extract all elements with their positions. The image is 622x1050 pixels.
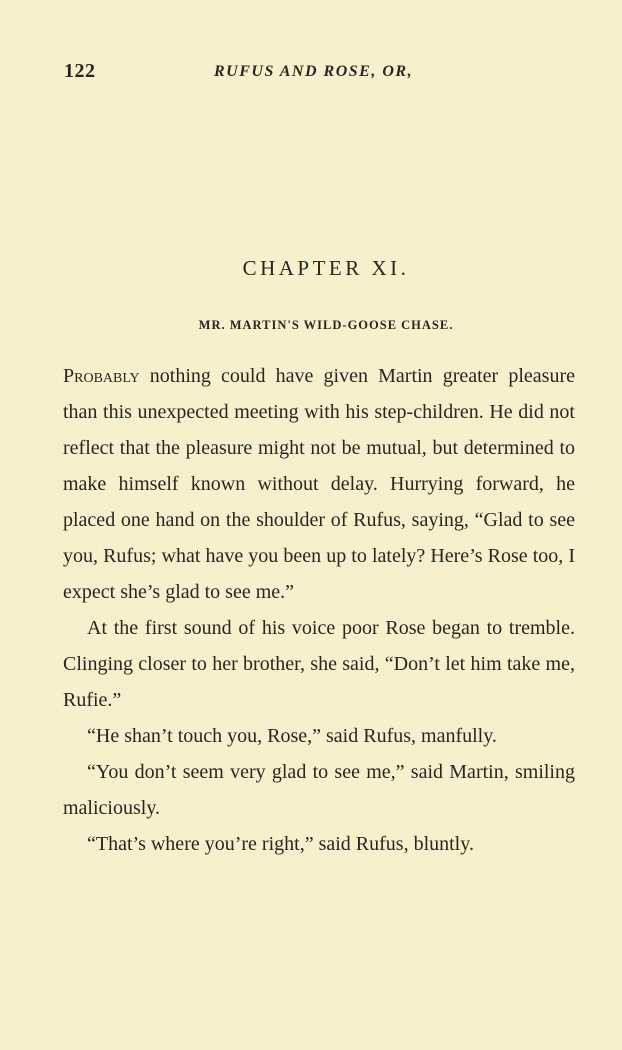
chapter-heading (0, 256, 622, 281)
running-title: RUFUS AND ROSE, OR, (214, 63, 414, 80)
chapter-subtitle-text: MR. MARTIN'S WILD-GOOSE CHASE. (198, 318, 454, 332)
running-head (64, 60, 574, 90)
paragraph (63, 358, 575, 610)
paragraph-text: nothing could have given Martin greater pleasure than this unexpected meeting with his step-children. He did not reflect that the pleasure might not be mutual, but determined to make himself known without delay. Hurrying forward, he placed one hand on the shoulder of Rufus, saying, “Glad to see you, Rufus; what have you been up to lately? Here’s Rose too, I expect she’s glad to see me.” (63, 365, 575, 603)
chapter-subtitle (0, 316, 622, 334)
chapter-title: CHAPTER XI. (242, 256, 410, 280)
page-number: 122 (64, 60, 96, 82)
paragraph-lead-word: Probably (63, 365, 140, 387)
paragraph: “That’s where you’re right,” said Rufus, bluntly. (87, 833, 474, 855)
paragraph: At the first sound of his voice poor Rose began to tremble. Clinging closer to her brother, she said, “Don’t let him take me, Rufie.” (63, 617, 575, 711)
paragraph: “You don’t seem very glad to see me,” said Martin, smiling maliciously. (63, 761, 575, 819)
paragraph: “He shan’t touch you, Rose,” said Rufus, manfully. (87, 725, 497, 747)
body-text (63, 358, 575, 862)
